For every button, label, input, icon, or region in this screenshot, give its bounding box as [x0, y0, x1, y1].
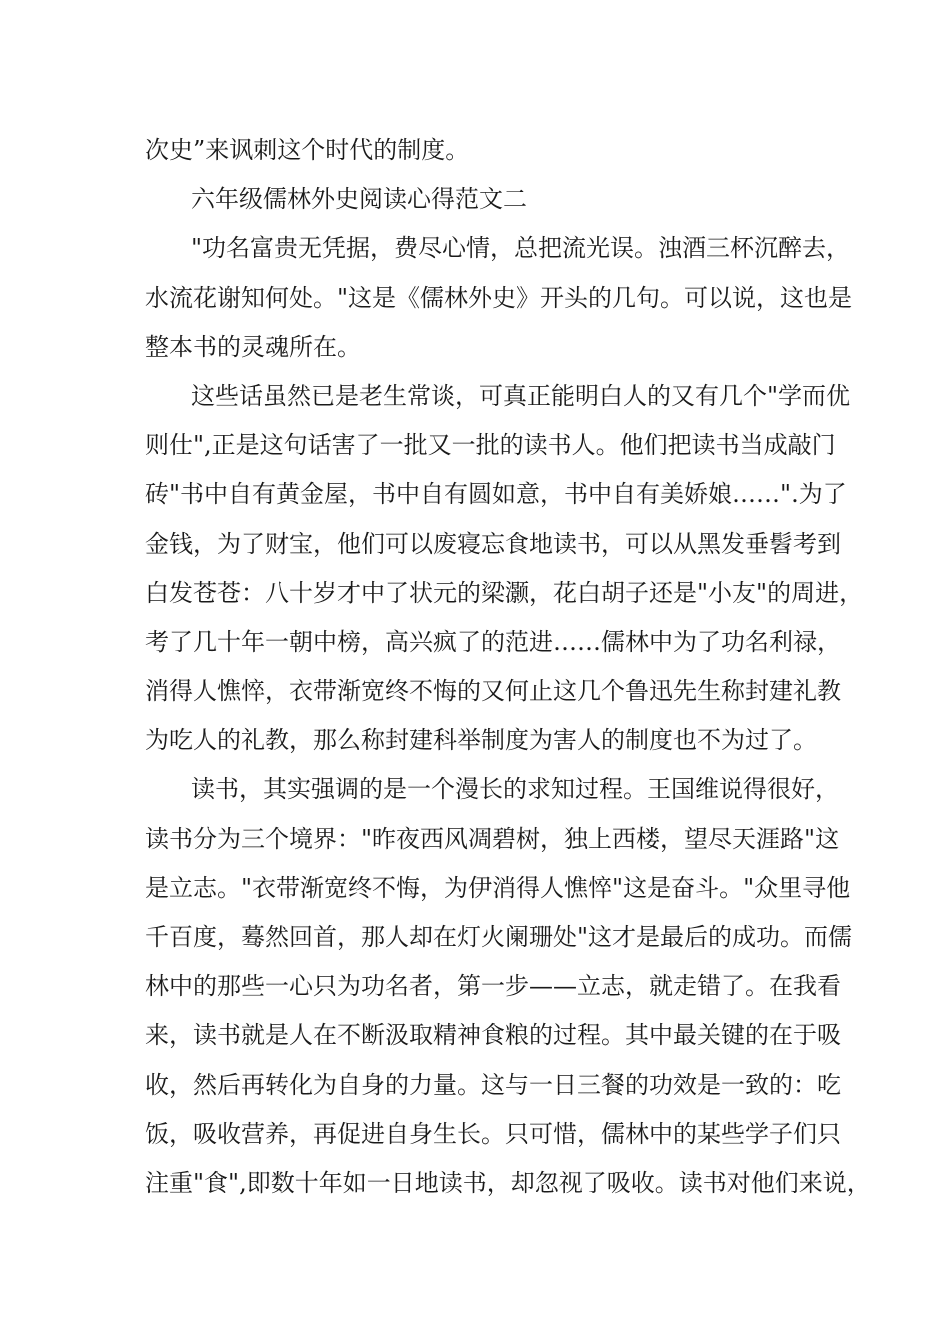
text-line: 水流花谢知何处。"这是《儒林外史》开头的几句。可以说，这也是 — [145, 283, 853, 312]
text-line: 整本书的灵魂所在。 — [145, 332, 361, 361]
text-line: 考了几十年一朝中榜，高兴疯了的范进……儒林中为了功名利禄， — [145, 627, 841, 656]
text-line: 消得人憔悴，衣带渐宽终不悔的又何止这几个鲁迅先生称封建礼教 — [145, 677, 841, 706]
text-line: 饭，吸收营养，再促进自身生长。只可惜，儒林中的某些学子们只 — [145, 1119, 841, 1148]
text-line: 为吃人的礼教，那么称封建科举制度为害人的制度也不为过了。 — [145, 726, 817, 755]
text-line: 白发苍苍：八十岁才中了状元的梁灏，花白胡子还是"小友"的周进， — [145, 578, 864, 607]
text-line: 林中的那些一心只为功名者，第一步——立志，就走错了。在我看 — [145, 972, 841, 1001]
text-line: 收，然后再转化为自身的力量。这与一日三餐的功效是一致的：吃 — [145, 1070, 841, 1099]
text-line: 注重"食",即数十年如一日地读书，却忽视了吸收。读书对他们来说， — [145, 1168, 871, 1197]
text-line: 金钱，为了财宝，他们可以废寝忘食地读书，可以从黑发垂髫考到 — [145, 529, 841, 558]
text-line: 是立志。"衣带渐宽终不悔，为伊消得人憔悴"这是奋斗。"众里寻他 — [145, 873, 851, 902]
section-heading: 六年级儒林外史阅读心得范文二 — [191, 185, 527, 214]
text-line: 读书，其实强调的是一个漫长的求知过程。王国维说得很好， — [191, 775, 839, 804]
text-line: 次史”来讽刺这个时代的制度。 — [145, 136, 470, 164]
text-line: 砖"书中自有黄金屋，书中自有圆如意，书中自有美娇娘……".为了 — [145, 480, 847, 509]
text-line: 来，读书就是人在不断汲取精神食粮的过程。其中最关键的在于吸 — [145, 1021, 841, 1050]
text-line: 这些话虽然已是老生常谈，可真正能明白人的又有几个"学而优 — [191, 381, 851, 410]
text-line: 千百度，蓦然回首，那人却在灯火阑珊处"这才是最后的成功。而儒 — [145, 923, 853, 951]
text-line: 读书分为三个境界："昨夜西风凋碧树，独上西楼，望尽天涯路"这 — [145, 824, 840, 853]
text-line: 则仕",正是这句话害了一批又一批的读书人。他们把读书当成敲门 — [145, 431, 836, 460]
document-body — [145, 126, 871, 1208]
text-line: "功名富贵无凭据，费尽心情，总把流光误。浊酒三杯沉醉去， — [191, 234, 851, 263]
